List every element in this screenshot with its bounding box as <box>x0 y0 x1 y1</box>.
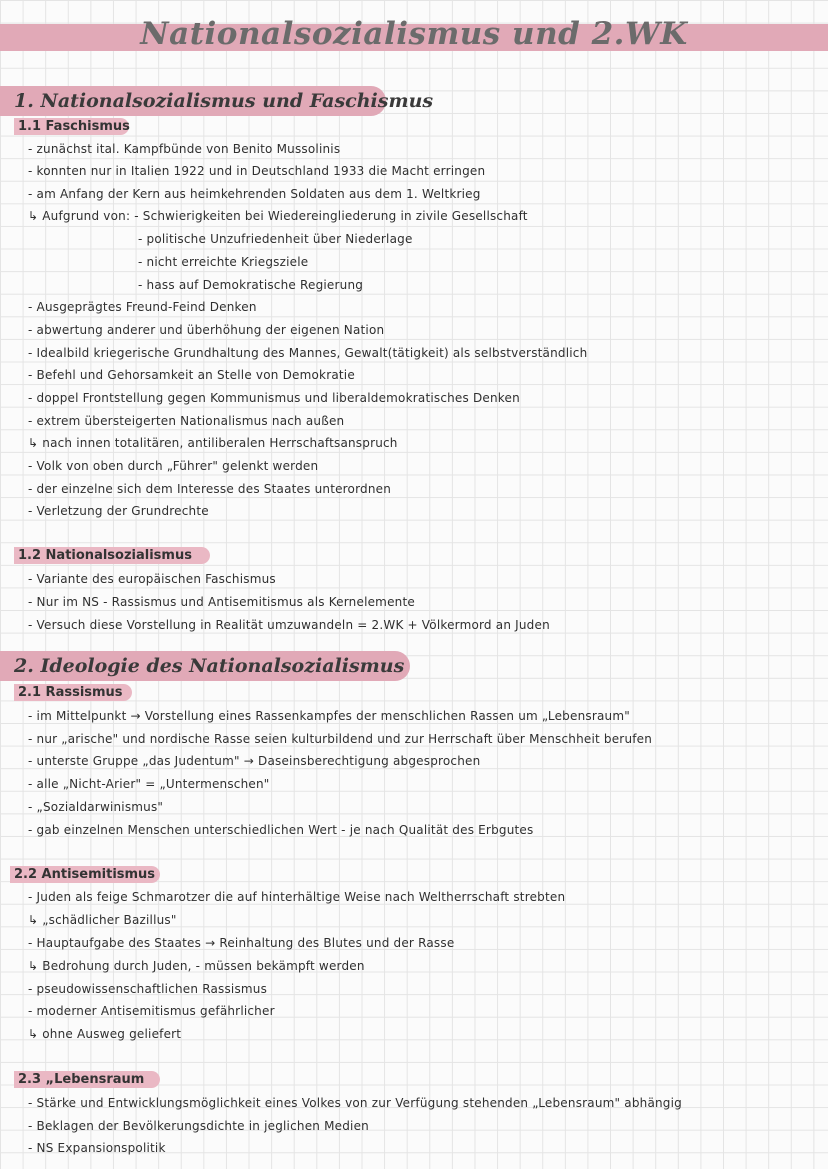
note-line: - Ausgeprägtes Freund-Feind Denken <box>28 300 257 314</box>
subsection-heading-2-2: 2.2 Antisemitismus <box>10 866 160 883</box>
note-line: ↳ ohne Ausweg geliefert <box>28 1027 182 1041</box>
page-title: Nationalsozialismus und 2.WK <box>140 16 688 52</box>
note-line: - nur „arische" und nordische Rasse seien kulturbildend und zur Herrschaft über Menschheit berufen <box>28 732 653 746</box>
note-line: - der einzelne sich dem Interesse des Staates unterordnen <box>28 482 392 496</box>
note-line: - Beklagen der Bevölkerungsdichte in jeglichen Medien <box>28 1119 369 1133</box>
subsection-heading-2-3: 2.3 „Lebensraum <box>14 1071 160 1088</box>
note-line: - doppel Frontstellung gegen Kommunismus und liberaldemokratisches Denken <box>28 391 520 405</box>
note-line: - Variante des europäischen Faschismus <box>28 572 276 586</box>
note-line: - konnten nur in Italien 1922 und in Deutschland 1933 die Macht erringen <box>28 164 486 178</box>
section-heading-2: 2. Ideologie des Nationalsozialismus <box>0 651 410 681</box>
note-line: ↳ nach innen totalitären, antiliberalen Herrschaftsanspruch <box>28 436 398 450</box>
subsection-heading-1-2: 1.2 Nationalsozialismus <box>14 547 210 564</box>
note-line: - Hauptaufgabe des Staates → Reinhaltung des Blutes und der Rasse <box>28 936 455 950</box>
note-line: - politische Unzufriedenheit über Niederlage <box>138 232 413 246</box>
note-line: - pseudowissenschaftlichen Rassismus <box>28 982 268 996</box>
subsection-heading-1-1: 1.1 Faschismus <box>14 118 129 135</box>
section-heading-1: 1. Nationalsozialismus und Faschismus <box>0 86 386 116</box>
subsection-heading-2-1: 2.1 Rassismus <box>14 684 132 701</box>
note-line: - Nur im NS - Rassismus und Antisemitismus als Kernelemente <box>28 595 415 609</box>
note-line: - moderner Antisemitismus gefährlicher <box>28 1004 275 1018</box>
note-line: - abwertung anderer und überhöhung der eigenen Nation <box>28 323 385 337</box>
note-line: - alle „Nicht-Arier" = „Untermenschen" <box>28 777 270 791</box>
note-line: - zunächst ital. Kampfbünde von Benito Mussolinis <box>28 142 341 156</box>
note-line: - Juden als feige Schmarotzer die auf hinterhältige Weise nach Weltherrschaft strebten <box>28 890 566 904</box>
note-line: - hass auf Demokratische Regierung <box>138 278 364 292</box>
note-line: - nicht erreichte Kriegsziele <box>138 255 309 269</box>
note-line: - Idealbild kriegerische Grundhaltung des Mannes, Gewalt(tätigkeit) als selbstverständlich <box>28 346 588 360</box>
note-line: ↳ Bedrohung durch Juden, - müssen bekämpft werden <box>28 959 365 973</box>
note-line: - am Anfang der Kern aus heimkehrenden Soldaten aus dem 1. Weltkrieg <box>28 187 481 201</box>
note-line: - gab einzelnen Menschen unterschiedlichen Wert - je nach Qualität des Erbgutes <box>28 823 534 837</box>
note-line: - Befehl und Gehorsamkeit an Stelle von Demokratie <box>28 368 355 382</box>
note-line: - NS Expansionspolitik <box>28 1141 166 1155</box>
note-line: - Verletzung der Grundrechte <box>28 504 209 518</box>
note-line: - unterste Gruppe „das Judentum" → Daseinsberechtigung abgesprochen <box>28 754 481 768</box>
note-line: - Versuch diese Vorstellung in Realität umzuwandeln = 2.WK + Völkermord an Juden <box>28 618 550 632</box>
note-line: - Volk von oben durch „Führer" gelenkt werden <box>28 459 319 473</box>
note-line: ↳ Aufgrund von: - Schwierigkeiten bei Wiedereingliederung in zivile Gesellschaft <box>28 209 528 223</box>
note-line: - im Mittelpunkt → Vorstellung eines Rassenkampfes der menschlichen Rassen um „Lebensraum" <box>28 709 630 723</box>
note-line: ↳ „schädlicher Bazillus" <box>28 913 177 927</box>
note-line: - extrem übersteigerten Nationalismus nach außen <box>28 414 345 428</box>
note-line: - Stärke und Entwicklungsmöglichkeit eines Volkes von zur Verfügung stehenden „Lebensraum" abhängig <box>28 1096 682 1110</box>
note-line: - „Sozialdarwinismus" <box>28 800 164 814</box>
